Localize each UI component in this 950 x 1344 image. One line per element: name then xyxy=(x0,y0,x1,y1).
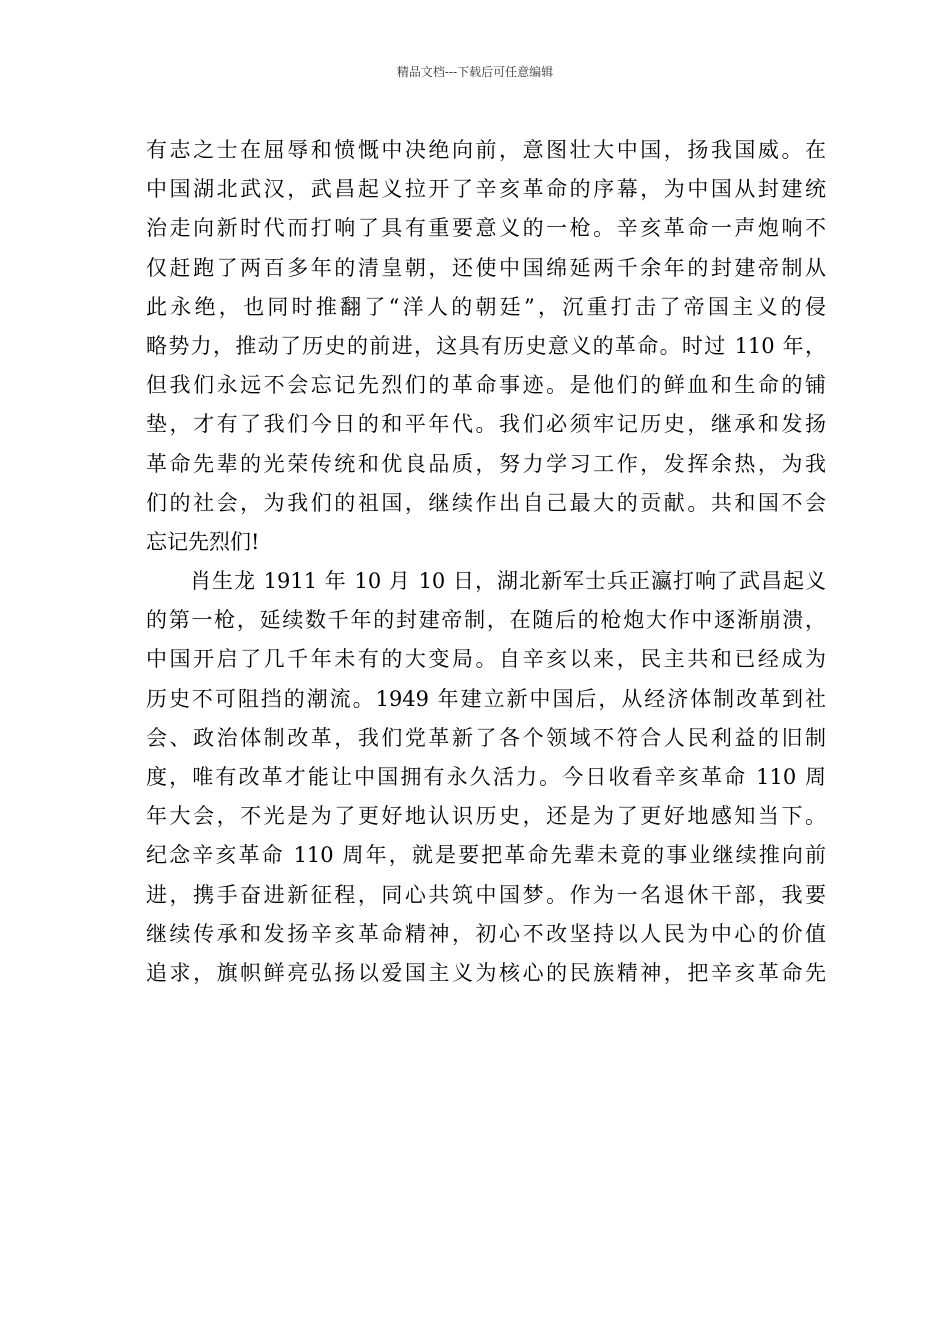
document-body xyxy=(146,131,826,993)
text-line xyxy=(146,445,826,484)
line-text: 会、政治体制改革，我们党革新了各个领域不符合人民利益的旧制 xyxy=(146,725,826,750)
text-line xyxy=(146,680,826,719)
text-line xyxy=(146,249,826,288)
line-text: 垫，才有了我们今日的和平年代。我们必须牢记历史，继承和发扬 xyxy=(146,412,826,437)
line-text: 肖生龙 1911 年 10 月 10 日，湖北新军士兵正瀛打响了武昌起义 xyxy=(190,569,826,594)
text-line xyxy=(146,640,826,679)
line-text: 历史不可阻挡的潮流。1949 年建立新中国后，从经济体制改革到社 xyxy=(146,686,826,711)
text-line xyxy=(146,601,826,640)
text-line xyxy=(146,836,826,875)
line-text: 仅赶跑了两百多年的清皇朝，还使中国绵延两千余年的封建帝制从 xyxy=(146,255,826,280)
line-text: 继续传承和发扬辛亥革命精神，初心不改坚持以人民为中心的价值 xyxy=(146,921,826,946)
text-line xyxy=(146,288,826,327)
line-text: 们的社会，为我们的祖国，继续作出自己最大的贡献。共和国不会 xyxy=(146,490,826,515)
text-line xyxy=(146,484,826,523)
text-line xyxy=(146,327,826,366)
text-line xyxy=(146,366,826,405)
line-text: 的第一枪，延续数千年的封建帝制，在随后的枪炮大作中逐渐崩溃， xyxy=(146,608,826,633)
text-line xyxy=(146,719,826,758)
text-line xyxy=(146,523,826,562)
line-text: 忘记先烈们! xyxy=(146,529,260,554)
line-text: 中国开启了几千年未有的大变局。自辛亥以来，民主共和已经成为 xyxy=(146,647,826,672)
text-line xyxy=(146,758,826,797)
line-text: 中国湖北武汉，武昌起义拉开了辛亥革命的序幕，为中国从封建统 xyxy=(146,177,826,202)
line-text: 治走向新时代而打响了具有重要意义的一枪。辛亥革命一声炮响不 xyxy=(146,216,826,241)
text-line xyxy=(146,915,826,954)
text-line xyxy=(146,876,826,915)
line-text: 革命先辈的光荣传统和优良品质，努力学习工作，发挥余热，为我 xyxy=(146,451,826,476)
line-text: 纪念辛亥革命 110 周年，就是要把革命先辈未竟的事业继续推向前 xyxy=(146,843,826,868)
line-text: 进，携手奋进新征程，同心共筑中国梦。作为一名退休干部，我要 xyxy=(146,882,826,907)
text-line xyxy=(146,797,826,836)
text-line xyxy=(146,954,826,993)
text-line xyxy=(146,131,826,170)
line-text: 追求，旗帜鲜亮弘扬以爱国主义为核心的民族精神，把辛亥革命先 xyxy=(146,960,826,985)
text-line xyxy=(146,209,826,248)
line-text: 年大会，不光是为了更好地认识历史，还是为了更好地感知当下。 xyxy=(146,804,826,829)
line-text: 度，唯有改革才能让中国拥有永久活力。今日收看辛亥革命 110 周 xyxy=(146,765,826,789)
line-text: 此永绝，也同时推翻了“洋人的朝廷”，沉重打击了帝国主义的侵 xyxy=(146,294,826,319)
page-header: 精品文档---下载后可任意编辑 xyxy=(396,65,554,79)
line-text: 略势力，推动了历史的前进，这具有历史意义的革命。时过 110 年， xyxy=(146,333,826,358)
text-line xyxy=(146,405,826,444)
line-text: 但我们永远不会忘记先烈们的革命事迹。是他们的鲜血和生命的铺 xyxy=(146,373,826,398)
line-text: 有志之士在屈辱和愤慨中决绝向前，意图壮大中国，扬我国威。在 xyxy=(146,138,826,162)
text-line xyxy=(146,170,826,209)
text-line xyxy=(146,562,826,601)
